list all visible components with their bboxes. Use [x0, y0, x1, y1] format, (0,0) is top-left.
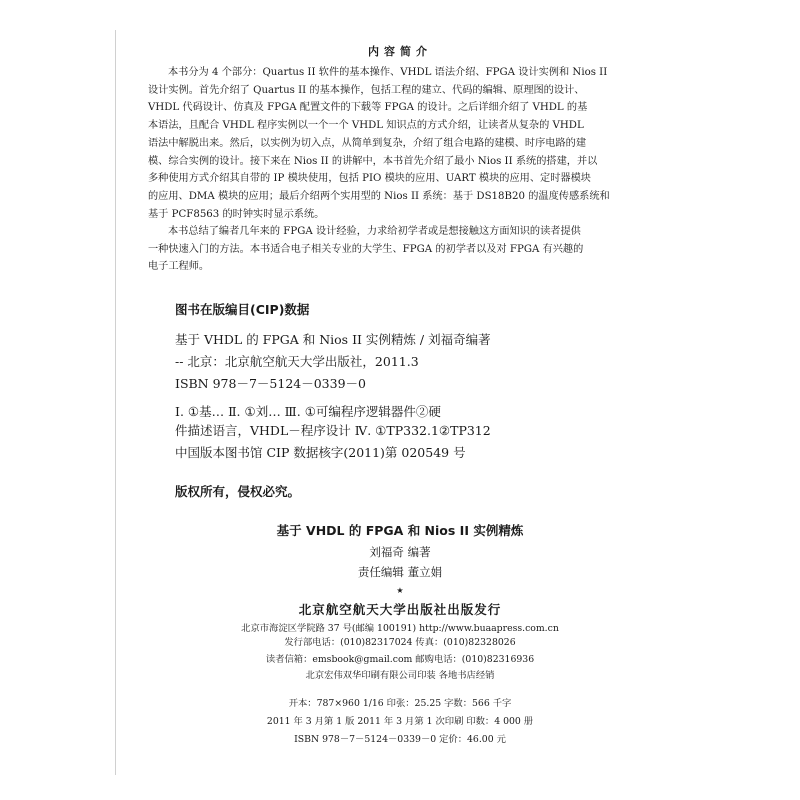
intro-line: 设计实例。首先介绍了 Quartus II 的基本操作，包括工程的建立、代码的编辑、原理图的设计、 — [148, 84, 585, 96]
intro-line: 电子工程师。 — [148, 261, 210, 273]
intro-line: 本书分为 4 个部分：Quartus II 软件的基本操作、VHDL 语法介绍、FPGA 设计实例和 Nios II — [168, 67, 608, 78]
copyright-notice: 版权所有，侵权必究。 — [175, 484, 301, 499]
imprint-reader-contact: 读者信箱：emsbook@gmail.com 邮购电话：(010)82316936 — [265, 654, 535, 665]
intro-line: 模、综合实例的设计。接下来在 Nios II 的讲解中，本书首先介绍了最小 Nios II 系统的搭建，并以 — [148, 155, 598, 167]
imprint-format: 开本：787×960 1/16 印张：25.25 字数：566 千字 — [288, 698, 512, 709]
publisher-line: 北京航空航天大学出版社出版发行 — [298, 602, 502, 617]
intro-title: 内容简介 — [368, 45, 432, 58]
cip-data-number: 中国版本图书馆 CIP 数据核字(2011)第 020549 号 — [175, 445, 466, 460]
cip-subject-line: Ⅰ. ①基… Ⅱ. ①刘… Ⅲ. ①可编程序逻辑器件②硬 — [175, 404, 441, 419]
imprint-phone: 发行部电话：(010)82317024 传真：(010)82328026 — [284, 637, 516, 648]
cip-isbn-line: ISBN 978－7－5124－0339－0 — [175, 376, 366, 391]
imprint-isbn-price: ISBN 978－7－5124－0339－0 定价：46.00 元 — [294, 734, 506, 745]
cip-title: 图书在版编目(CIP)数据 — [175, 302, 310, 317]
responsible-editor: 责任编辑 董立娟 — [357, 565, 443, 579]
imprint-address: 北京市海淀区学院路 37 号(邮编 100191) http://www.buaapress.com.cn — [241, 623, 559, 634]
cip-subject-line-2: 件描述语言，VHDL－程序设计 Ⅳ. ①TP332.1②TP312 — [175, 423, 491, 438]
intro-line: 语法中解脱出来。然后，以实例为切入点，从简单到复杂，介绍了组合电路的建模、时序电路的建 — [148, 137, 587, 149]
star-ornament: ★ — [396, 586, 404, 595]
imprint-printer: 北京宏伟双华印刷有限公司印装 各地书店经销 — [305, 670, 495, 681]
intro-line: 一种快速入门的方法。本书适合电子相关专业的大学生、FPGA 的初学者以及对 FPGA 有兴趣的 — [148, 243, 584, 255]
imprint-edition: 2011 年 3 月第 1 版 2011 年 3 月第 1 次印刷 印数：4 000 册 — [266, 716, 534, 727]
intro-line: VHDL 代码设计、仿真及 FPGA 配置文件的下载等 FPGA 的设计。之后详细介绍了 VHDL 的基 — [148, 102, 588, 114]
intro-line: 基于 PCF8563 的时钟实时显示系统。 — [148, 208, 325, 220]
intro-line: 本书总结了编者几年来的 FPGA 设计经验，力求给初学者或是想接触这方面知识的读者提供 — [168, 226, 581, 237]
intro-line: 的应用、DMA 模块的应用；最后介绍两个实用型的 Nios II 系统：基于 DS18B20 的温度传感系统和 — [148, 190, 610, 202]
cip-publisher-line: -- 北京：北京航空航天大学出版社，2011.3 — [175, 354, 419, 369]
intro-line: 本语法，且配合 VHDL 程序实例以一个一个 VHDL 知识点的方式介绍，让读者从复杂的 VHDL — [148, 120, 584, 132]
book-title: 基于 VHDL 的 FPGA 和 Nios II 实例精炼 — [276, 523, 524, 538]
intro-paragraph-1 — [148, 64, 684, 223]
book-author: 刘福奇 编著 — [369, 545, 431, 559]
intro-line: 多种使用方式介绍其自带的 IP 模块使用，包括 PIO 模块的应用、UART 模块的应用、定时器模块 — [148, 173, 591, 185]
intro-paragraph-2 — [148, 223, 684, 276]
cip-book-line: 基于 VHDL 的 FPGA 和 Nios II 实例精炼 / 刘福奇编著 — [175, 332, 491, 347]
